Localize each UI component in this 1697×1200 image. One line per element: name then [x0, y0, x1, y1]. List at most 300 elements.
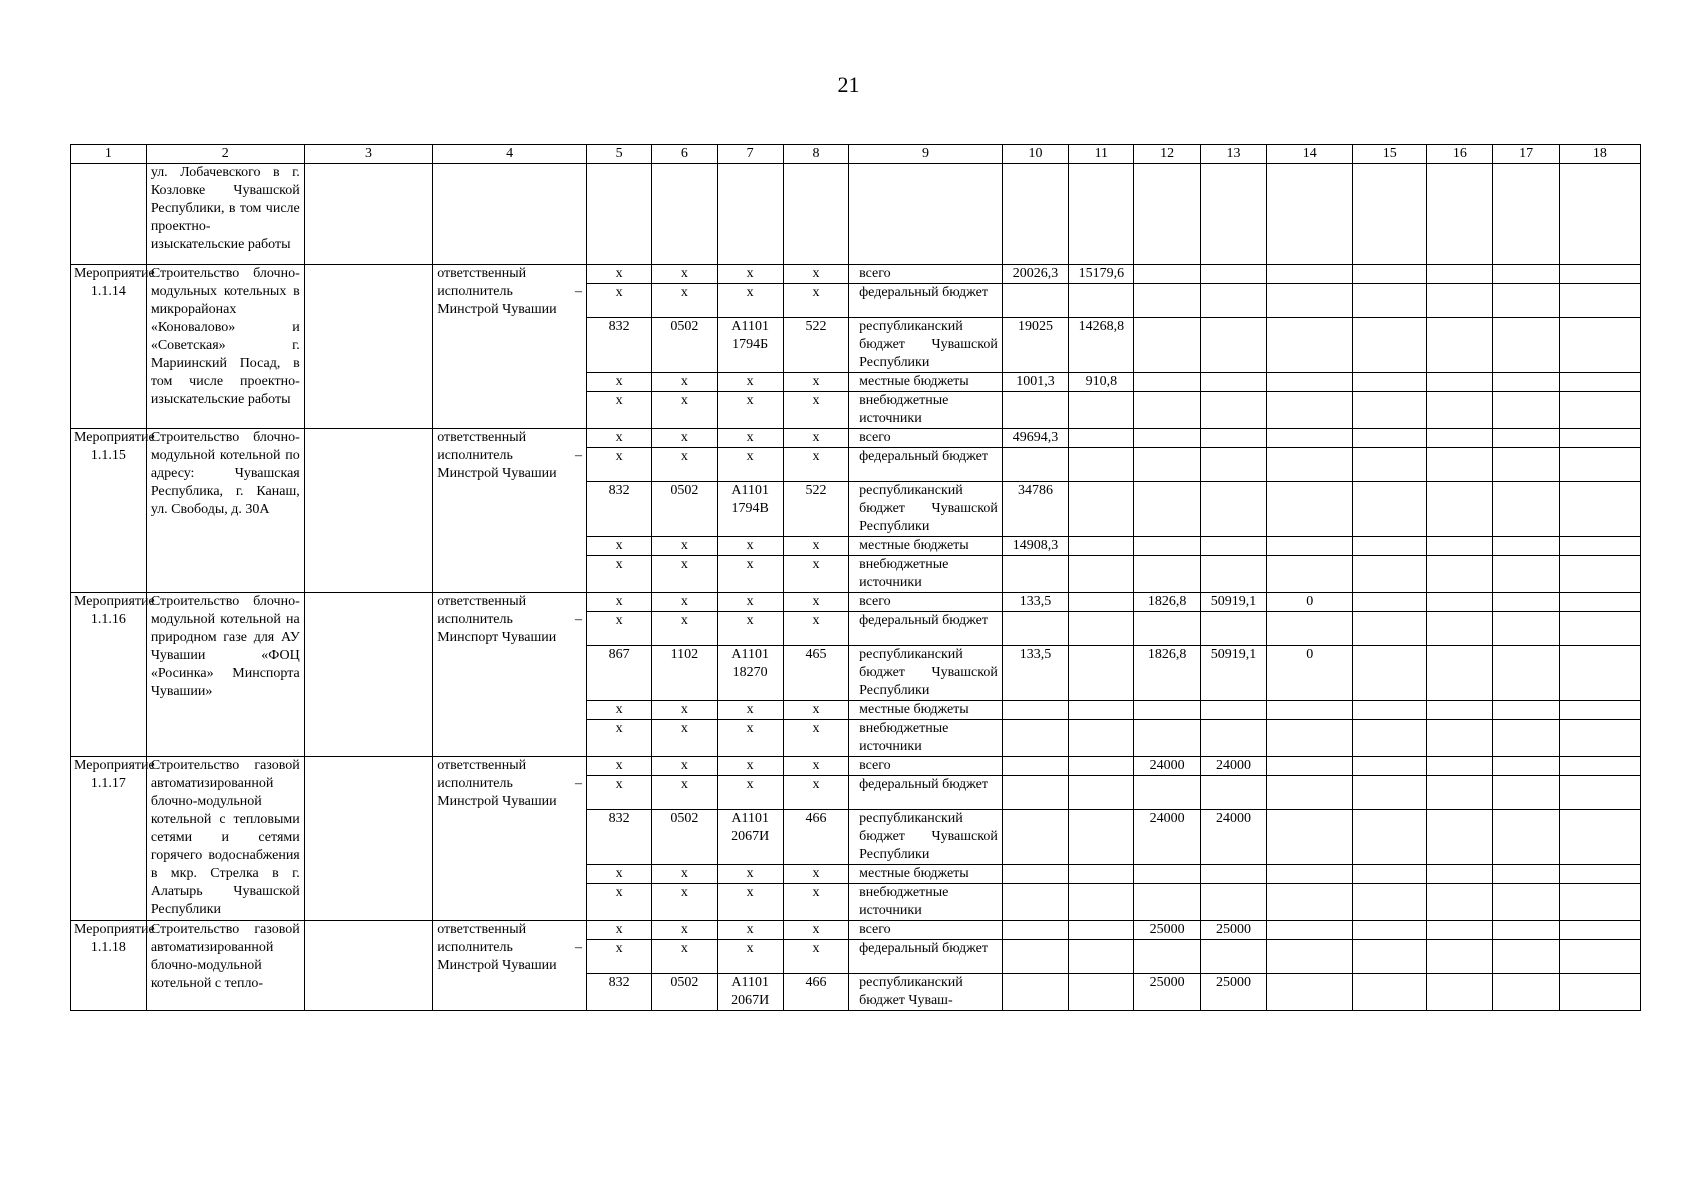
- cell-c14: 0: [1267, 593, 1353, 612]
- cell-c11: [1069, 646, 1134, 701]
- cell-c6: 1102: [652, 646, 717, 701]
- cell-c12: [1134, 284, 1200, 318]
- measure-executor: ответственный исполнитель – Минспорт Чувашии: [433, 593, 587, 757]
- cell-c13: [1200, 537, 1266, 556]
- cell-c9: внебюджетные источники: [849, 392, 1003, 429]
- column-number-8: 8: [783, 145, 848, 164]
- cell-c11: [1069, 429, 1134, 448]
- cell-c9: всего: [849, 757, 1003, 776]
- cell-c16: [1427, 701, 1493, 720]
- cell-c17: [1493, 265, 1559, 284]
- cell-c16: [1427, 810, 1493, 865]
- cell-c8: x: [783, 884, 848, 921]
- cell-c15: [1353, 537, 1427, 556]
- cell-c12: [1134, 429, 1200, 448]
- cell-c6: x: [652, 556, 717, 593]
- cell-c17: [1493, 810, 1559, 865]
- cell-c13: 50919,1: [1200, 646, 1266, 701]
- cell-c16: [1427, 593, 1493, 612]
- cell-c7: x: [717, 448, 783, 482]
- program-table-sheet: [70, 144, 1641, 1011]
- cell-c12: 25000: [1134, 921, 1200, 940]
- cell-c6: x: [652, 265, 717, 284]
- cell-c10: 19025: [1002, 318, 1068, 373]
- cell-c8: x: [783, 701, 848, 720]
- measure-col3: [304, 757, 432, 921]
- column-number-2: 2: [146, 145, 304, 164]
- cell-c16: [1427, 482, 1493, 537]
- cell-c14: [1267, 776, 1353, 810]
- cell-c18: [1559, 865, 1640, 884]
- cell-c13: [1200, 776, 1266, 810]
- cell-c17: [1493, 392, 1559, 429]
- table-body: [71, 164, 1641, 1011]
- cell-c7: А1101 18270: [717, 646, 783, 701]
- cell-c17: [1493, 720, 1559, 757]
- cell-c17: [1493, 974, 1559, 1011]
- cell-c9: республиканский бюджет Чувашской Республики: [849, 482, 1003, 537]
- column-number-16: 16: [1427, 145, 1493, 164]
- cell-c16: [1427, 373, 1493, 392]
- cell-c8: x: [783, 865, 848, 884]
- cell-c7: x: [717, 701, 783, 720]
- cell-c15: [1353, 776, 1427, 810]
- cell-c13: [1200, 448, 1266, 482]
- cell-c6: x: [652, 720, 717, 757]
- cell-c8: x: [783, 265, 848, 284]
- cell-c7: x: [717, 884, 783, 921]
- cell-c14: 0: [1267, 646, 1353, 701]
- measure-row: [71, 429, 1641, 448]
- cell-c13: [1200, 429, 1266, 448]
- cell-c13: [1200, 265, 1266, 284]
- cell-c5: 832: [586, 810, 651, 865]
- column-number-row: [71, 145, 1641, 164]
- cell-c15: [1353, 646, 1427, 701]
- cell-c6: x: [652, 701, 717, 720]
- cell-c9: всего: [849, 593, 1003, 612]
- cell-c8: x: [783, 284, 848, 318]
- cell-c5: x: [586, 865, 651, 884]
- cell-c5: x: [586, 537, 651, 556]
- cell-c13: [1200, 612, 1266, 646]
- cell-c11: [1069, 810, 1134, 865]
- cell-c11: [1069, 593, 1134, 612]
- cell-c18: [1559, 537, 1640, 556]
- cell-c11: [1069, 392, 1134, 429]
- cell-c15: [1353, 593, 1427, 612]
- cell-c7: А1101 1794Б: [717, 318, 783, 373]
- cell-c5: x: [586, 940, 651, 974]
- cell-c12: [1134, 482, 1200, 537]
- cell-c15: [1353, 612, 1427, 646]
- cell-c5: x: [586, 392, 651, 429]
- cell-c13: 25000: [1200, 974, 1266, 1011]
- cell-c10: 49694,3: [1002, 429, 1068, 448]
- measure-executor: ответственный исполнитель – Минстрой Чувашии: [433, 757, 587, 921]
- cell-c15: [1353, 940, 1427, 974]
- cell-c10: [1002, 974, 1068, 1011]
- cell-c11: [1069, 974, 1134, 1011]
- cell-c17: [1493, 482, 1559, 537]
- cell-c13: 50919,1: [1200, 593, 1266, 612]
- cell-c15: [1353, 865, 1427, 884]
- cell-c7: x: [717, 537, 783, 556]
- cell-c18: [1559, 265, 1640, 284]
- cell-c9: внебюджетные источники: [849, 884, 1003, 921]
- cell-c6: 0502: [652, 318, 717, 373]
- cell-c18: [1559, 757, 1640, 776]
- cell-c6: x: [652, 940, 717, 974]
- cell-c17: [1493, 373, 1559, 392]
- cell-c15: [1353, 921, 1427, 940]
- measure-col3: [304, 429, 432, 593]
- cell-c10: 34786: [1002, 482, 1068, 537]
- cell-c7: x: [717, 921, 783, 940]
- continuation-code-cell: [71, 164, 147, 265]
- cell-c15: [1353, 429, 1427, 448]
- cell-c15: [1353, 318, 1427, 373]
- cell-c10: [1002, 884, 1068, 921]
- cell-c9: местные бюджеты: [849, 537, 1003, 556]
- cell-c7: x: [717, 612, 783, 646]
- cell-c12: [1134, 392, 1200, 429]
- cell-c6: x: [652, 757, 717, 776]
- cell-c14: [1267, 884, 1353, 921]
- column-number-1: 1: [71, 145, 147, 164]
- cell-c10: [1002, 556, 1068, 593]
- cell-c9: федеральный бюджет: [849, 776, 1003, 810]
- cell-c9: федеральный бюджет: [849, 448, 1003, 482]
- cell-c12: [1134, 448, 1200, 482]
- cell-c11: [1069, 865, 1134, 884]
- cell-c6: x: [652, 537, 717, 556]
- cell-c12: [1134, 940, 1200, 974]
- cell-c15: [1353, 810, 1427, 865]
- cell-c8: 465: [783, 646, 848, 701]
- cell-c5: 867: [586, 646, 651, 701]
- cell-c17: [1493, 612, 1559, 646]
- cell-c6: x: [652, 429, 717, 448]
- cell-c10: [1002, 810, 1068, 865]
- cell-c11: [1069, 720, 1134, 757]
- cell-c10: [1002, 940, 1068, 974]
- measure-code: Мероприятие 1.1.17: [71, 757, 147, 921]
- cell-c14: [1267, 556, 1353, 593]
- cell-c9: федеральный бюджет: [849, 284, 1003, 318]
- cell-c14: [1267, 974, 1353, 1011]
- measure-col3: [304, 593, 432, 757]
- cell-c5: x: [586, 701, 651, 720]
- measure-name: Строительство блочно-модульных котельных в микрорайонах «Коновалово» и «Советская» г. Мариинский Посад, в том числе проектно-изыскательские работы: [146, 265, 304, 429]
- cell-c11: [1069, 537, 1134, 556]
- cell-c18: [1559, 284, 1640, 318]
- column-number-14: 14: [1267, 145, 1353, 164]
- cell-c5: 832: [586, 318, 651, 373]
- cell-c10: 14908,3: [1002, 537, 1068, 556]
- cell-c12: [1134, 720, 1200, 757]
- cell-c14: [1267, 284, 1353, 318]
- cell-c17: [1493, 701, 1559, 720]
- cell-c6: x: [652, 612, 717, 646]
- cell-c14: [1267, 865, 1353, 884]
- cell-c14: [1267, 537, 1353, 556]
- cell-c18: [1559, 940, 1640, 974]
- cell-c16: [1427, 612, 1493, 646]
- cell-c8: x: [783, 593, 848, 612]
- cell-c16: [1427, 556, 1493, 593]
- cell-c17: [1493, 776, 1559, 810]
- cell-c14: [1267, 482, 1353, 537]
- cell-c8: x: [783, 373, 848, 392]
- cell-c12: [1134, 701, 1200, 720]
- cell-c15: [1353, 265, 1427, 284]
- cell-c11: [1069, 776, 1134, 810]
- cell-c16: [1427, 392, 1493, 429]
- column-number-6: 6: [652, 145, 717, 164]
- cell-c14: [1267, 373, 1353, 392]
- measure-row: [71, 593, 1641, 612]
- cell-c13: 25000: [1200, 921, 1266, 940]
- cell-c7: x: [717, 865, 783, 884]
- cell-c12: 25000: [1134, 974, 1200, 1011]
- cell-c18: [1559, 776, 1640, 810]
- cell-c8: x: [783, 776, 848, 810]
- cell-c7: x: [717, 392, 783, 429]
- cell-c15: [1353, 392, 1427, 429]
- cell-c12: 24000: [1134, 810, 1200, 865]
- cell-c9: местные бюджеты: [849, 701, 1003, 720]
- cell-c18: [1559, 646, 1640, 701]
- cell-c9: всего: [849, 265, 1003, 284]
- cell-c16: [1427, 974, 1493, 1011]
- program-table: [70, 144, 1641, 1011]
- cell-c7: x: [717, 265, 783, 284]
- cell-c9: местные бюджеты: [849, 373, 1003, 392]
- measure-name: Строительство газовой автоматизированной блочно-модульной котельной с тепло-: [146, 921, 304, 1011]
- cell-c8: x: [783, 720, 848, 757]
- cell-c15: [1353, 974, 1427, 1011]
- cell-c6: 0502: [652, 482, 717, 537]
- cell-c12: 1826,8: [1134, 646, 1200, 701]
- cell-c12: [1134, 776, 1200, 810]
- cell-c12: [1134, 318, 1200, 373]
- cell-c18: [1559, 429, 1640, 448]
- cell-c5: x: [586, 429, 651, 448]
- cell-c15: [1353, 720, 1427, 757]
- cell-c6: x: [652, 865, 717, 884]
- cell-c10: [1002, 921, 1068, 940]
- cell-c10: [1002, 284, 1068, 318]
- measure-executor: ответственный исполнитель – Минстрой Чувашии: [433, 265, 587, 429]
- cell-c11: [1069, 448, 1134, 482]
- cell-c5: x: [586, 265, 651, 284]
- cell-c7: А1101 1794В: [717, 482, 783, 537]
- cell-c13: [1200, 701, 1266, 720]
- cell-c17: [1493, 593, 1559, 612]
- column-number-13: 13: [1200, 145, 1266, 164]
- cell-c10: 133,5: [1002, 593, 1068, 612]
- cell-c12: [1134, 265, 1200, 284]
- cell-c6: x: [652, 392, 717, 429]
- cell-c15: [1353, 448, 1427, 482]
- cell-c18: [1559, 701, 1640, 720]
- cell-c9: всего: [849, 921, 1003, 940]
- cell-c16: [1427, 448, 1493, 482]
- cell-c6: x: [652, 448, 717, 482]
- column-number-4: 4: [433, 145, 587, 164]
- cell-c7: x: [717, 776, 783, 810]
- cell-c18: [1559, 593, 1640, 612]
- cell-c15: [1353, 284, 1427, 318]
- measure-code: Мероприятие 1.1.15: [71, 429, 147, 593]
- cell-c5: x: [586, 921, 651, 940]
- cell-c17: [1493, 921, 1559, 940]
- cell-c9: республиканский бюджет Чувашской Республики: [849, 810, 1003, 865]
- cell-c10: [1002, 612, 1068, 646]
- cell-c5: x: [586, 556, 651, 593]
- cell-c13: [1200, 865, 1266, 884]
- cell-c9: местные бюджеты: [849, 865, 1003, 884]
- column-number-5: 5: [586, 145, 651, 164]
- cell-c8: x: [783, 537, 848, 556]
- cell-c18: [1559, 810, 1640, 865]
- cell-c18: [1559, 373, 1640, 392]
- cell-c9: всего: [849, 429, 1003, 448]
- column-number-11: 11: [1069, 145, 1134, 164]
- column-number-9: 9: [849, 145, 1003, 164]
- column-number-17: 17: [1493, 145, 1559, 164]
- cell-c12: [1134, 537, 1200, 556]
- cell-c7: x: [717, 284, 783, 318]
- cell-c7: x: [717, 429, 783, 448]
- measure-name: Строительство блочно-модульной котельной по адресу: Чувашская Республика, г. Канаш, ул. Свободы, д. 30А: [146, 429, 304, 593]
- cell-c6: x: [652, 373, 717, 392]
- cell-c7: А1101 2067И: [717, 810, 783, 865]
- cell-c18: [1559, 318, 1640, 373]
- measure-row: [71, 921, 1641, 940]
- cell-c13: [1200, 318, 1266, 373]
- cell-c18: [1559, 392, 1640, 429]
- cell-c8: x: [783, 448, 848, 482]
- cell-c13: 24000: [1200, 810, 1266, 865]
- cell-c8: x: [783, 612, 848, 646]
- cell-c9: федеральный бюджет: [849, 612, 1003, 646]
- cell-c18: [1559, 921, 1640, 940]
- cell-c5: x: [586, 612, 651, 646]
- measure-code: Мероприятие 1.1.16: [71, 593, 147, 757]
- cell-c5: x: [586, 776, 651, 810]
- cell-c17: [1493, 537, 1559, 556]
- cell-c10: [1002, 865, 1068, 884]
- measure-name: Строительство газовой автоматизированной блочно-модульной котельной с тепловыми сетями и сетями горячего водоснабжения в мкр. Стрелка в г. Алатырь Чувашской Республики: [146, 757, 304, 921]
- cell-c9: внебюджетные источники: [849, 556, 1003, 593]
- measure-code: Мероприятие 1.1.18: [71, 921, 147, 1011]
- cell-c9: внебюджетные источники: [849, 720, 1003, 757]
- cell-c10: [1002, 448, 1068, 482]
- cell-c7: x: [717, 720, 783, 757]
- cell-c14: [1267, 448, 1353, 482]
- measure-row: [71, 757, 1641, 776]
- cell-c7: А1101 2067И: [717, 974, 783, 1011]
- cell-c8: 466: [783, 810, 848, 865]
- cell-c14: [1267, 810, 1353, 865]
- cell-c10: [1002, 701, 1068, 720]
- cell-c10: [1002, 392, 1068, 429]
- cell-c6: x: [652, 593, 717, 612]
- cell-c11: 14268,8: [1069, 318, 1134, 373]
- cell-c14: [1267, 429, 1353, 448]
- cell-c17: [1493, 646, 1559, 701]
- column-number-3: 3: [304, 145, 432, 164]
- measure-name: Строительство блочно-модульной котельной на природном газе для АУ Чувашии «ФОЦ «Росинка» Минспорта Чувашии»: [146, 593, 304, 757]
- cell-c16: [1427, 429, 1493, 448]
- cell-c8: 522: [783, 482, 848, 537]
- cell-c6: x: [652, 776, 717, 810]
- cell-c13: [1200, 556, 1266, 593]
- cell-c10: 133,5: [1002, 646, 1068, 701]
- cell-c14: [1267, 318, 1353, 373]
- cell-c11: 15179,6: [1069, 265, 1134, 284]
- cell-c17: [1493, 429, 1559, 448]
- cell-c12: [1134, 373, 1200, 392]
- cell-c16: [1427, 537, 1493, 556]
- column-number-18: 18: [1559, 145, 1640, 164]
- cell-c11: 910,8: [1069, 373, 1134, 392]
- cell-c5: x: [586, 448, 651, 482]
- cell-c11: [1069, 612, 1134, 646]
- cell-c5: x: [586, 757, 651, 776]
- cell-c8: 466: [783, 974, 848, 1011]
- cell-c10: 20026,3: [1002, 265, 1068, 284]
- cell-c10: [1002, 757, 1068, 776]
- cell-c12: 24000: [1134, 757, 1200, 776]
- cell-c11: [1069, 757, 1134, 776]
- cell-c9: республиканский бюджет Чувашской Республики: [849, 646, 1003, 701]
- cell-c9: республиканский бюджет Чуваш-: [849, 974, 1003, 1011]
- cell-c16: [1427, 865, 1493, 884]
- cell-c16: [1427, 284, 1493, 318]
- cell-c16: [1427, 757, 1493, 776]
- cell-c11: [1069, 701, 1134, 720]
- cell-c15: [1353, 701, 1427, 720]
- cell-c15: [1353, 373, 1427, 392]
- cell-c12: [1134, 612, 1200, 646]
- cell-c10: 1001,3: [1002, 373, 1068, 392]
- cell-c5: x: [586, 884, 651, 921]
- cell-c14: [1267, 921, 1353, 940]
- column-number-12: 12: [1134, 145, 1200, 164]
- cell-c10: [1002, 720, 1068, 757]
- cell-c13: [1200, 373, 1266, 392]
- cell-c17: [1493, 757, 1559, 776]
- cell-c6: x: [652, 284, 717, 318]
- column-number-10: 10: [1002, 145, 1068, 164]
- cell-c17: [1493, 448, 1559, 482]
- cell-c12: [1134, 884, 1200, 921]
- cell-c15: [1353, 884, 1427, 921]
- cell-c8: x: [783, 921, 848, 940]
- cell-c18: [1559, 884, 1640, 921]
- cell-c9: республиканский бюджет Чувашской Республики: [849, 318, 1003, 373]
- measure-executor: ответственный исполнитель – Минстрой Чувашии: [433, 921, 587, 1011]
- cell-c14: [1267, 940, 1353, 974]
- cell-c14: [1267, 265, 1353, 284]
- column-number-7: 7: [717, 145, 783, 164]
- cell-c8: x: [783, 429, 848, 448]
- measure-col3: [304, 921, 432, 1011]
- cell-c16: [1427, 776, 1493, 810]
